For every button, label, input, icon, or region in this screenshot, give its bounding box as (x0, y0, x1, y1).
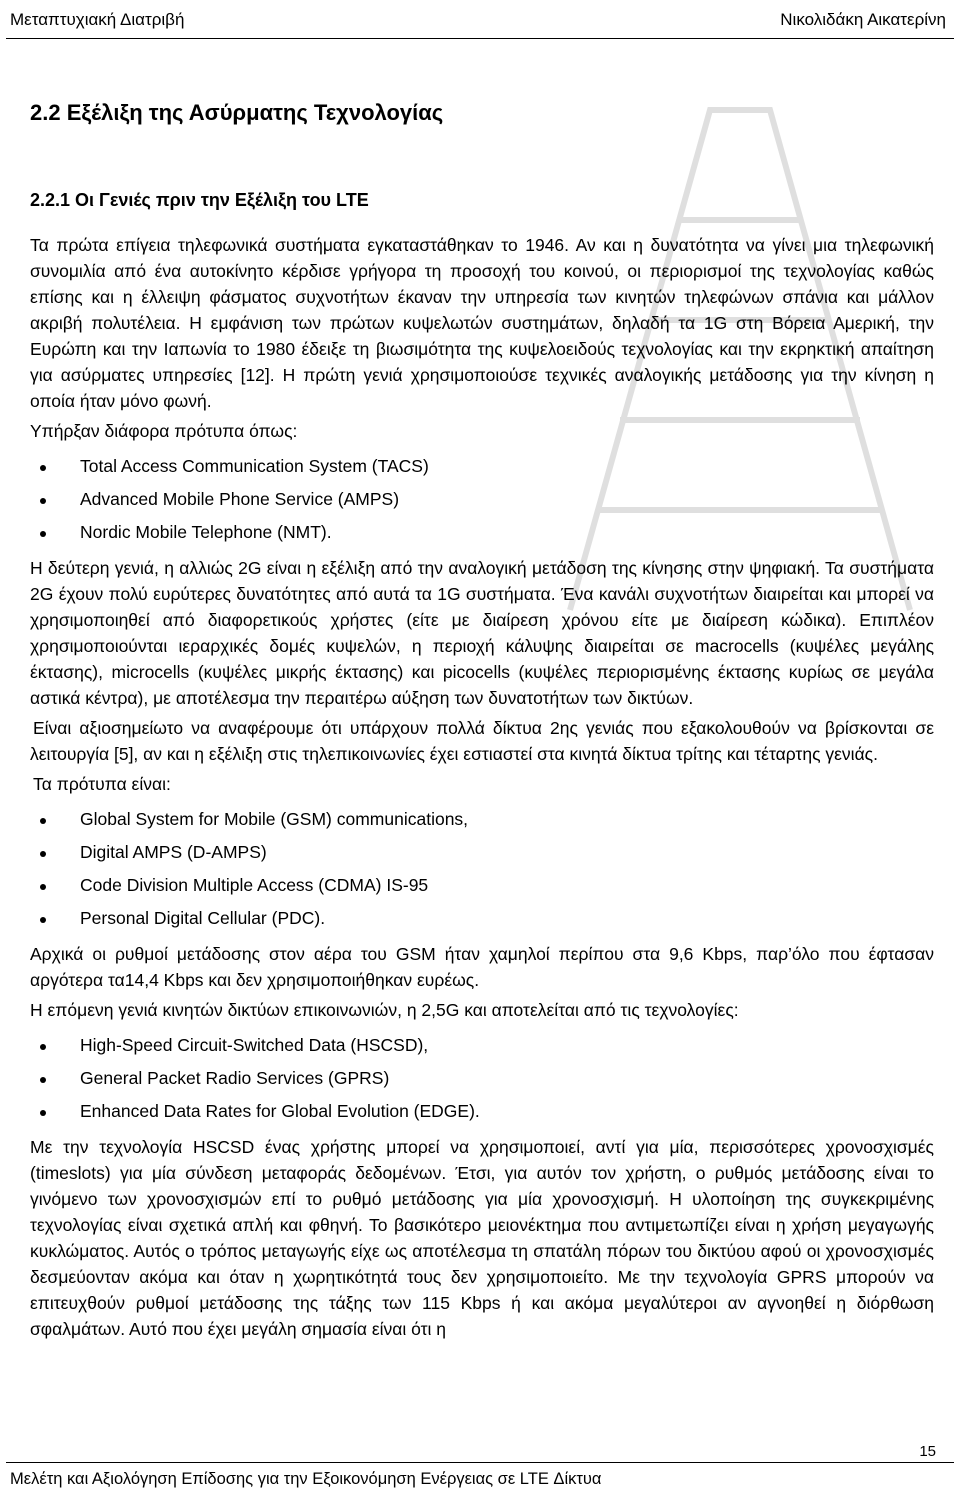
paragraph-2g-standards-intro: Τα πρότυπα είναι: (33, 774, 171, 794)
footer-rule (6, 1462, 954, 1463)
list-item: Enhanced Data Rates for Global Evolution (EDGE). (30, 1095, 934, 1128)
paragraph-standards-intro: Υπήρξαν διάφορα πρότυπα όπως: (30, 421, 298, 441)
subsection-title: 2.2.1 Οι Γενιές πριν την Εξέλιξη του LTE (30, 190, 369, 210)
footer-text: Μελέτη και Αξιολόγηση Επίδοσης για την Εξοικονόμηση Ενέργειας σε LTE Δίκτυα (10, 1470, 602, 1488)
list-item: Total Access Communication System (TACS) (30, 450, 934, 483)
header-rule (6, 38, 954, 39)
list-item: Nordic Mobile Telephone (NMT). (30, 516, 934, 549)
paragraph-25g-intro: Η επόμενη γενιά κινητών δικτύων επικοινωνιών, η 2,5G και αποτελείται από τις τεχνολογίες: (30, 1000, 739, 1020)
header-right-text: Νικολιδάκη Αικατερίνη (780, 10, 946, 29)
paragraph-intro: Τα πρώτα επίγεια τηλεφωνικά συστήματα εγκαταστάθηκαν το 1946. Αν και η δυνατότητα να γίνει μια τηλεφωνική συνομιλία από ένα αυτοκίνητο κέρδισε γρήγορα τη προσοχή του κοινού, οι περιορισμοί της τεχνολογίας καθώς επίσης και η έλλειψη φάσματος συχνοτήτων έκαναν την υπηρεσία των κινητών τηλεφώνων σπάνια και μάλλον ακριβή πολυτέλεια. Η εμφάνιση των πρώτων κυψελωτών συστημάτων, δηλαδή τα 1G στη Βόρεια Αμερική, την Ευρώπη και την Ιαπωνία το 1980 έδειξε τη βιωσιμότητα της κυψελοειδούς τεχνολογίας και την εκρηκτική απαίτηση για ασύρματες υπηρεσίες [12]. Η πρώτη γενιά χρησιμοποιούσε τεχνικές αναλογικής μετάδοσης για την κίνηση η οποία ήταν μόνο φωνή. (30, 235, 934, 411)
paragraph-2g-networks: Είναι αξιοσημείωτο να αναφέρουμε ότι υπάρχουν πολλά δίκτυα 2ης γενιάς που εξακολουθούν να βρίσκονται σε λειτουργία [5], αν και η εξέλιξη στις τηλεπικοινωνίες έχει εστιαστεί στα κινητά δίκτυα τρίτης και τέταρτης γενιάς. (30, 718, 934, 764)
page-header (0, 6, 960, 40)
list-item: Global System for Mobile (GSM) communications, (30, 803, 934, 836)
page-footer (0, 1462, 960, 1495)
list-25g-technologies (30, 1029, 934, 1128)
section-title: 2.2 Εξέλιξη της Ασύρματης Τεχνολογίας (30, 100, 444, 125)
header-left-text: Μεταπτυχιακή Διατριβή (10, 10, 185, 29)
paragraph-hscsd-gprs: Με την τεχνολογία HSCSD ένας χρήστης μπορεί να χρησιμοποιεί, αντί για μία, περισσότερες χρονοσχισμές (timeslots) για μία σύνδεση μεταφοράς δεδομένων. Έτσι, για αυτόν τον χρήστη, ο ρυθμός μετάδοσης είναι το γινόμενο των χρονοσχισμών επί το ρυθμό μετάδοσης για μία χρονοσχισμή. Η υλοποίηση της συγκεκριμένης τεχνολογίας είναι σχετικά απλή και φθηνή. Το βασικότερο μειονέκτημα που αντιμετωπίζει είναι η χρήση μεγαγωγής κυκλώματος. Αυτός ο τρόπος μεταγωγής είχε ως αποτέλεσμα τη σπατάλη πόρων του δικτύου αφού οι χρονοσχισμές δεσμεύονταν ακόμα και όταν η χωρητικότητά τους δεν χρησιμοποιείτο. Με την τεχνολογία GPRS μπορούν να επιτευχθούν ρυθμοί μετάδοσης της τάξης των 115 Kbps ή και ακόμα μεγαλύτεροι αν αγνοηθεί η διόρθωση σφαλμάτων. Αυτό που έχει μεγάλη σημασία είναι ότι η (30, 1137, 934, 1339)
list-1g-standards (30, 450, 934, 549)
list-item: High-Speed Circuit-Switched Data (HSCSD), (30, 1029, 934, 1062)
list-item: Digital AMPS (D-AMPS) (30, 836, 934, 869)
page-number: 15 (919, 1443, 936, 1460)
list-item: Code Division Multiple Access (CDMA) IS-95 (30, 869, 934, 902)
body-text (30, 232, 934, 1346)
list-2g-standards (30, 803, 934, 935)
list-item: General Packet Radio Services (GPRS) (30, 1062, 934, 1095)
paragraph-gsm-rates: Αρχικά οι ρυθμοί μετάδοσης στον αέρα του GSM ήταν χαμηλοί περίπου στα 9,6 Kbps, παρ’όλο που έφτασαν αργότερα τα14,4 Kbps και δεν χρησιμοποιήθηκαν ευρέως. (30, 944, 934, 990)
list-item: Personal Digital Cellular (PDC). (30, 902, 934, 935)
paragraph-2g: Η δεύτερη γενιά, η αλλιώς 2G είναι η εξέλιξη από την αναλογική μετάδοση της κίνησης στην ψηφιακή. Τα συστήματα 2G έχουν πολύ ευρύτερες δυνατότητες από αυτά τα 1G συστήματα. Ένα κανάλι συχνοτήτων διαιρείται και μπορεί να χρησιμοποιηθεί από διαφορετικούς χρήστες (είτε με διαίρεση χρόνου είτε με διαίρεση κώδικα). Επιπλέον χρησιμοποιούνται ιεραρχικές δομές κυψελών, η περιοχή κάλυψης διαιρείται σε macrocells (κυψέλες μεγάλης έκτασης), microcells (κυψέλες μικρής έκτασης) και picocells (κυψέλες περιορισμένης έκτασης κυρίως σε μεγάλα αστικά κέντρα), με αποτέλεσμα την περαιτέρω αύξηση των δυνατοτήτων των δικτύων. (30, 558, 934, 708)
list-item: Advanced Mobile Phone Service (AMPS) (30, 483, 934, 516)
